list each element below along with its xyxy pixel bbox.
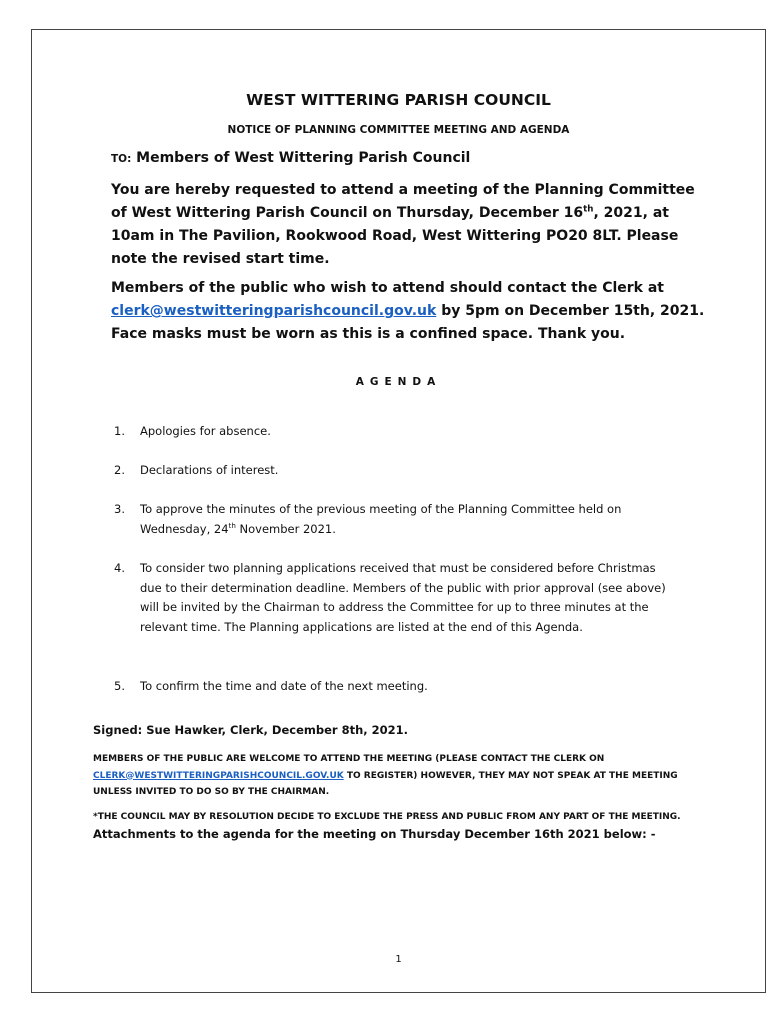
notice-subtitle: NOTICE OF PLANNING COMMITTEE MEETING AND AGENDA <box>227 124 570 136</box>
public-notice <box>93 751 713 801</box>
item3-text-a: To approve the minutes of the previous meeting of the Planning Committee held on Wednesday, 24 <box>140 502 622 536</box>
agenda-item-text: Apologies for absence. <box>140 424 271 438</box>
exclusion-notice <box>93 807 713 844</box>
clerk-email-caps-link[interactable]: CLERK@WESTWITTERINGPARISHCOUNCIL.GOV.UK <box>93 770 344 781</box>
agenda-item-2 <box>114 461 674 481</box>
agenda-item-text: To confirm the time and date of the next meeting. <box>140 679 428 693</box>
item3-text-b: November 2021. <box>235 521 336 536</box>
attachments-text: Attachments to the agenda for the meeting on Thursday December 16th 2021 below: - <box>93 826 656 841</box>
agenda-item-number: 5. <box>114 679 125 693</box>
recipient-line <box>111 150 470 166</box>
agenda-item-1 <box>114 422 674 442</box>
agenda-item-text: Declarations of interest. <box>140 463 279 477</box>
agenda-item-4 <box>114 559 674 637</box>
document-page <box>31 29 766 993</box>
public-text-b: TO REGISTER) HOWEVER, THEY MAY NOT SPEAK AT THE MEETING UNLESS INVITED TO DO SO BY THE CHAIRMAN. <box>93 770 678 797</box>
agenda-item-text: To consider two planning applications received that must be considered before Christmas due to their determination deadline. Members of the public with prior approval (see above) will be invited by the Chairman to address the Committee for up to three minutes at the relevant time. The Planning applications are listed at the end of this Agenda. <box>140 561 666 634</box>
council-title: WEST WITTERING PARISH COUNCIL <box>246 91 551 109</box>
agenda-item-text <box>140 500 674 539</box>
agenda-item-number: 1. <box>114 424 125 438</box>
p1-superscript: th <box>583 204 594 215</box>
exclusion-text: *THE COUNCIL MAY BY RESOLUTION DECIDE TO EXCLUDE THE PRESS AND PUBLIC FROM ANY PART OF THE MEETING. <box>93 812 681 822</box>
agenda-item-5 <box>114 677 674 697</box>
to-label: TO: <box>111 153 132 165</box>
agenda-item-number: 3. <box>114 502 125 516</box>
public-attendance-paragraph <box>111 277 711 346</box>
p2-text-a: Members of the public who wish to attend should contact the Clerk at <box>111 280 664 296</box>
p1-text-a: You are hereby requested to attend a meeting of the Planning Committee of West Wittering Parish Council on Thursday, December 16 <box>111 182 695 221</box>
agenda-heading: AGENDA <box>355 376 442 388</box>
signature-line: Signed: Sue Hawker, Clerk, December 8th, 2021. <box>93 723 409 737</box>
p1-text-b: , 2021, at 10am in The Pavilion, Rookwood Road, West Wittering PO20 8LT. Please note the revised start time. <box>111 205 679 267</box>
item3-superscript: th <box>228 520 236 530</box>
agenda-item-3 <box>114 500 674 539</box>
recipient-text: Members of West Wittering Parish Council <box>131 150 471 166</box>
public-text-a: MEMBERS OF THE PUBLIC ARE WELCOME TO ATTEND THE MEETING (PLEASE CONTACT THE CLERK ON <box>93 754 605 764</box>
page-number: 1 <box>395 954 402 965</box>
agenda-item-number: 2. <box>114 463 125 477</box>
clerk-email-link[interactable]: clerk@westwitteringparishcouncil.gov.uk <box>111 303 437 319</box>
p2-text-b: by 5pm on December 15th, 2021. Face masks must be worn as this is a confined space. Thank you. <box>111 303 705 342</box>
meeting-request-paragraph <box>111 179 711 271</box>
agenda-item-number: 4. <box>114 561 125 575</box>
